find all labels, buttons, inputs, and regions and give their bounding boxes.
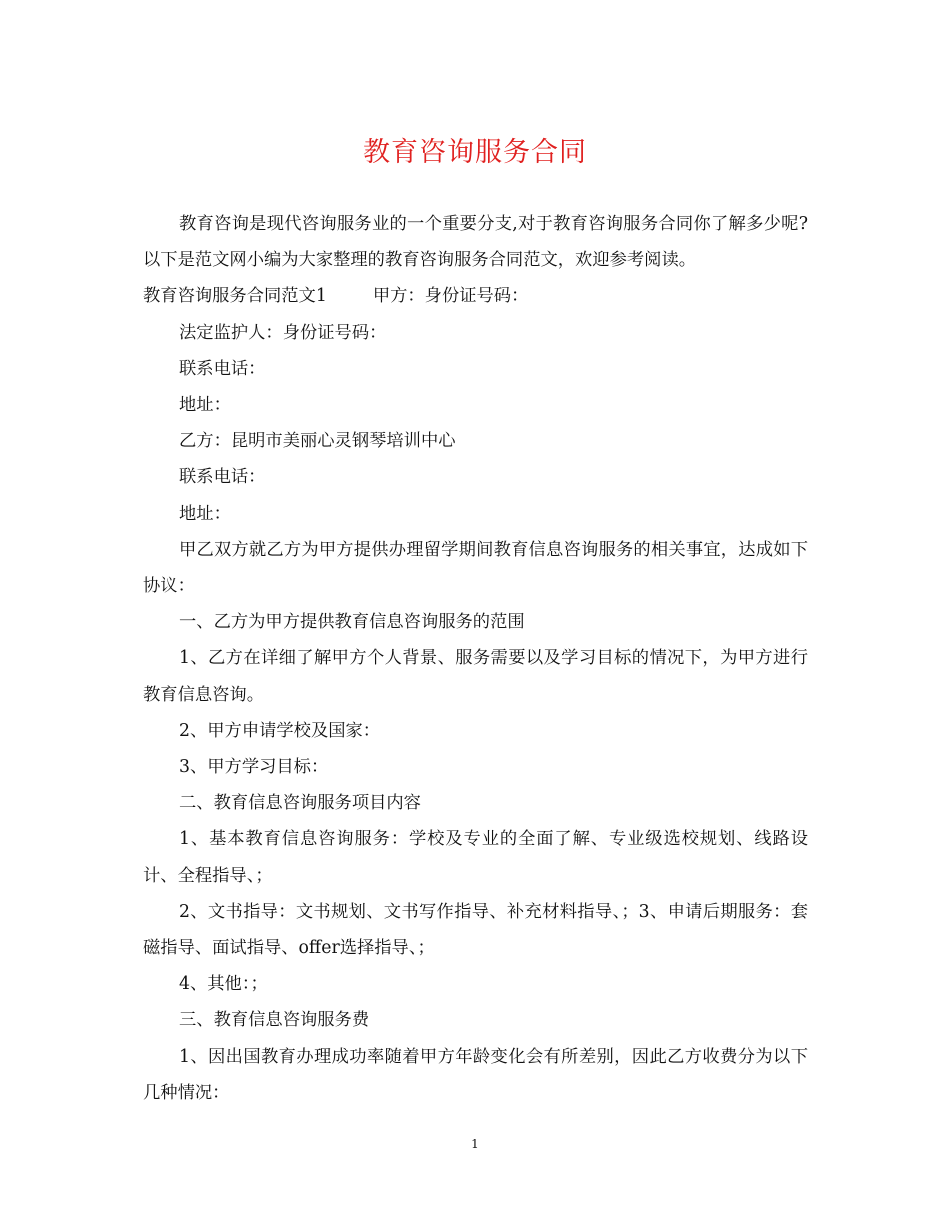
body-paragraph: 2、文书指导：文书规划、文书写作指导、补充材料指导、；3、申请后期服务：套磁指导、面试指导、offer选择指导、； <box>143 901 808 959</box>
body-paragraph: 2、甲方申请学校及国家： <box>179 720 381 741</box>
body-paragraph: 4、其他：； <box>179 974 268 995</box>
body-paragraph: 3、甲方学习目标： <box>179 757 329 778</box>
section-heading: 二、教育信息咨询服务项目内容 <box>179 793 421 814</box>
body-paragraph: 1、乙方在详细了解甲方个人背景、服务需要以及学习目标的情况下，为甲方进行教育信息咨询。 <box>143 648 808 705</box>
section-heading: 三、教育信息咨询服务费 <box>179 1010 370 1031</box>
body-paragraph: 联系电话： <box>179 358 266 379</box>
sample-heading-line <box>143 278 808 314</box>
document-title: 教育咨询服务合同 <box>363 137 587 168</box>
body-paragraph: 法定监护人：身份证号码： <box>179 322 387 343</box>
body-paragraph: 1、因出国教育办理成功率随着甲方年龄变化会有所差别，因此乙方收费分为以下几种情况： <box>143 1046 808 1103</box>
sample-label: 教育咨询服务合同范文1 <box>143 286 327 307</box>
section-heading: 一、乙方为甲方提供教育信息咨询服务的范围 <box>179 612 525 633</box>
body-paragraph: 甲乙双方就乙方为甲方提供办理留学期间教育信息咨询服务的相关事宜，达成如下协议： <box>143 539 808 597</box>
body-paragraph: 地址： <box>179 503 231 524</box>
document-body <box>143 206 808 1111</box>
body-paragraph: 联系电话： <box>179 467 266 488</box>
body-paragraph: 乙方：昆明市美丽心灵钢琴培训中心 <box>179 431 456 452</box>
body-paragraph: 1、基本教育信息咨询服务：学校及专业的全面了解、专业级选校规划、线路设计、全程指导、； <box>143 829 808 886</box>
page-number: 1 <box>471 1137 479 1151</box>
party-a-line: 甲方：身份证号码： <box>372 286 529 307</box>
body-paragraph: 地址： <box>179 395 231 416</box>
intro-paragraph: 教育咨询是现代咨询服务业的一个重要分支,对于教育咨询服务合同你了解多少呢?以下是范文网小编为大家整理的教育咨询服务合同范文，欢迎参考阅读。 <box>143 214 808 271</box>
